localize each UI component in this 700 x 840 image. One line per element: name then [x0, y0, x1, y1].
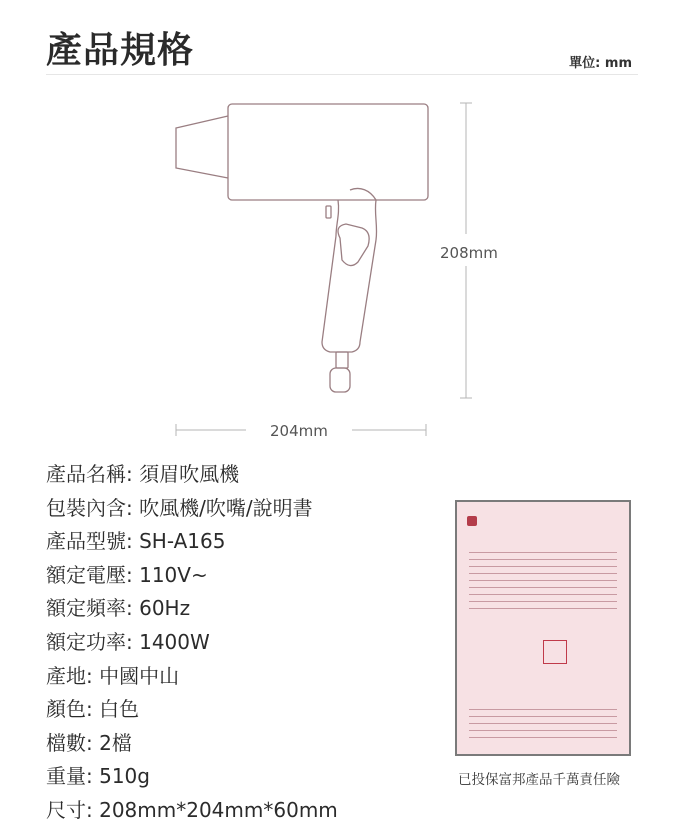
unit-label: 單位: mm: [569, 56, 632, 71]
spec-product-name: 產品名稱: 須眉吹風機: [46, 462, 240, 486]
spec-rated-voltage: 額定電壓: 110V~: [46, 562, 208, 587]
insurance-certificate-image: [455, 500, 631, 756]
spec-rated-power: 額定功率: 1400W: [46, 629, 210, 654]
spec-size: 尺寸: 208mm*204mm*60mm: [46, 797, 338, 822]
certificate-text-lines: [469, 552, 617, 615]
spec-list: [46, 458, 338, 828]
dryer-button: [326, 206, 331, 218]
spec-weight: 重量: 510g: [46, 764, 150, 789]
spec-model-number: 產品型號: SH-A165: [46, 529, 226, 554]
width-dimension-label: 204mm: [270, 422, 328, 440]
spec-package-contents: 包裝內含: 吹風機/吹嘴/說明書: [46, 495, 313, 520]
hair-dryer-outline: [176, 104, 428, 392]
certificate-seal-icon: [543, 640, 567, 664]
spec-rated-frequency: 額定頻率: 60Hz: [46, 596, 191, 621]
dryer-cord-guard: [336, 352, 348, 368]
spec-origin: 產地: 中國中山: [46, 663, 180, 688]
page-title: 產品規格: [46, 30, 195, 71]
dryer-handle: [322, 236, 376, 352]
certificate-logo-icon: [467, 516, 477, 526]
spec-settings: 檔數: 2檔: [46, 730, 132, 755]
height-dimension-label: 208mm: [440, 244, 498, 262]
insurance-caption: 已投保富邦產品千萬責任險: [458, 772, 620, 788]
dryer-nozzle: [176, 116, 228, 178]
dryer-handle-grip: [338, 224, 369, 266]
dryer-cord: [330, 368, 350, 392]
dryer-body: [228, 104, 428, 200]
certificate-footer-lines: [469, 703, 617, 738]
spec-color: 顏色: 白色: [46, 697, 140, 722]
